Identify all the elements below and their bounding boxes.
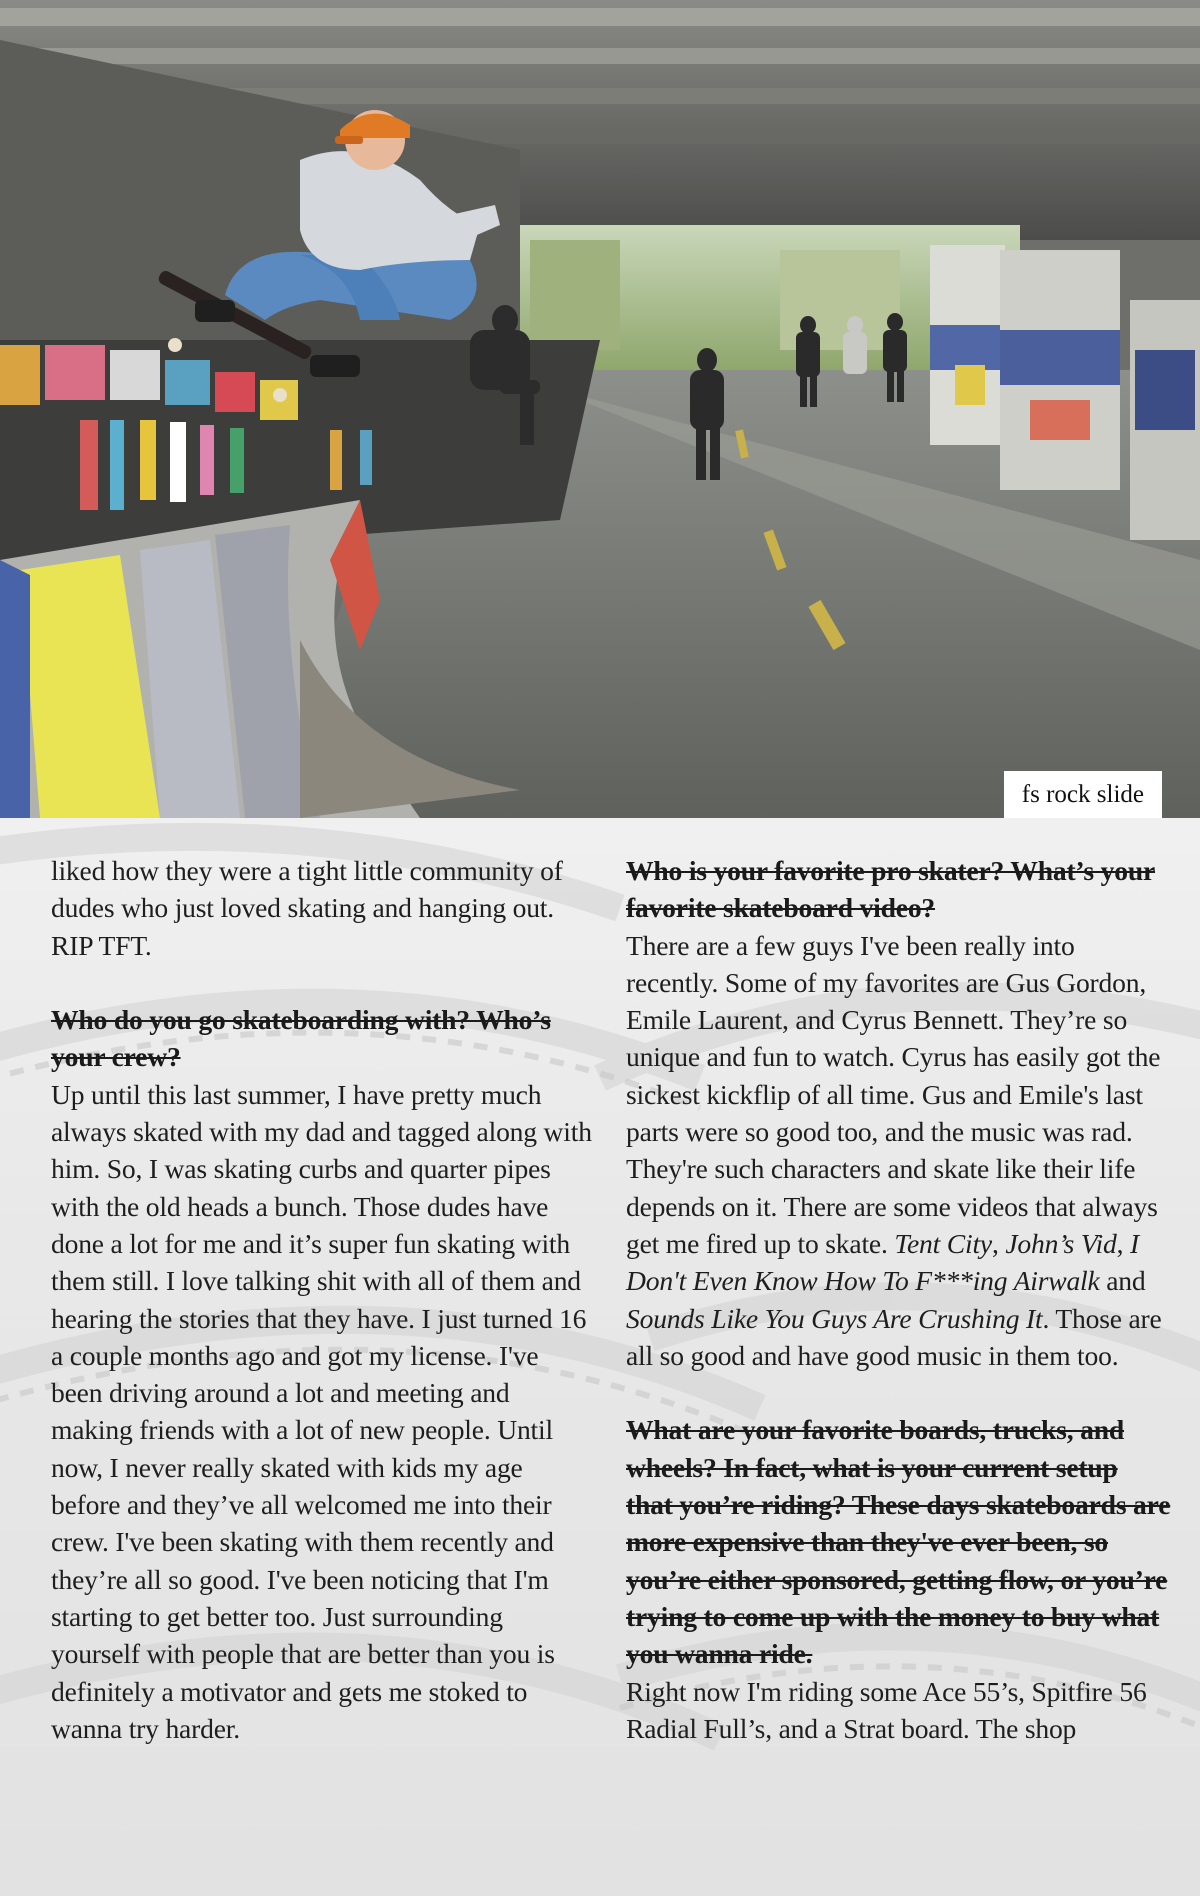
answer-crew: Up until this last summer, I have pretty much always skated with my dad and tagged along with him. So, I was skating curbs and quarter pipes with the old heads a bunch. Those dudes have done a lot for me and it’s super fun skating with them still. I love talking shit with all of them and hearing the stories that they have. I just turned 16 a couple months ago and got my license. I've been driving around a lot and meeting and making friends with a lot of new people. Until now, I never really skated with kids my age before and they’ve all welcomed me into their crew. I've been skating with them recently and they’re all so good. I've been noticing that I'm starting to get better too. Just surrounding yourself with people that are better than you is definitely a motivator and gets me stoked to wanna try harder. <box>51 1078 592 1744</box>
article-text-area <box>0 818 1200 1896</box>
video-title: I Don't Even Know How To F***ing Airwalk <box>626 1227 1139 1297</box>
answer-setup: Right now I'm riding some Ace 55’s, Spitfire 56 Radial Full’s, and a Strat board. The shop <box>626 1675 1147 1744</box>
video-title: Tent City <box>894 1227 992 1259</box>
video-title: Sounds Like You Guys Are Crushing It <box>626 1302 1043 1334</box>
question-crew: Who do you go skateboarding with? Who’s your crew? <box>51 1004 551 1073</box>
answer-favorite-pro: There are a few guys I've been really into recently. Some of my favorites are Gus Gordon, Emile Laurent, and Cyrus Bennett. They’re so unique and fun to watch. Cyrus has easily got the sickest kickflip of all time. Gus and Emile's last parts were so good too, and the music was rad. They're such characters and skate like their life depends on it. There are some videos that always get me fired up to skate. Tent City, John’s Vid, I Don't Even Know How To F***ing Airwalk and Sounds Like You Guys Are Crushing It. Those are all so good and have good music in them too. <box>626 929 1162 1371</box>
question-favorite-pro: Who is your favorite pro skater? What’s your favorite skateboard video? <box>626 855 1156 924</box>
video-title: John’s Vid <box>1005 1227 1117 1259</box>
underpass-illustration <box>0 0 1200 818</box>
article-column-left <box>51 852 596 1747</box>
article-column-right <box>626 852 1171 1747</box>
intro-paragraph: liked how they were a tight little community of dudes who just loved skating and hanging out. RIP TFT. <box>51 855 563 961</box>
question-setup: What are your favorite boards, trucks, and wheels? In fact, what is your current setup that you’re riding? These days skateboards are more expensive than they've ever been, so you’re either sponsored, getting flow, or you’re trying to come up with the money to buy what you wanna ride. <box>626 1414 1171 1670</box>
skate-photo <box>0 0 1200 818</box>
photo-caption: fs rock slide <box>1004 771 1162 818</box>
